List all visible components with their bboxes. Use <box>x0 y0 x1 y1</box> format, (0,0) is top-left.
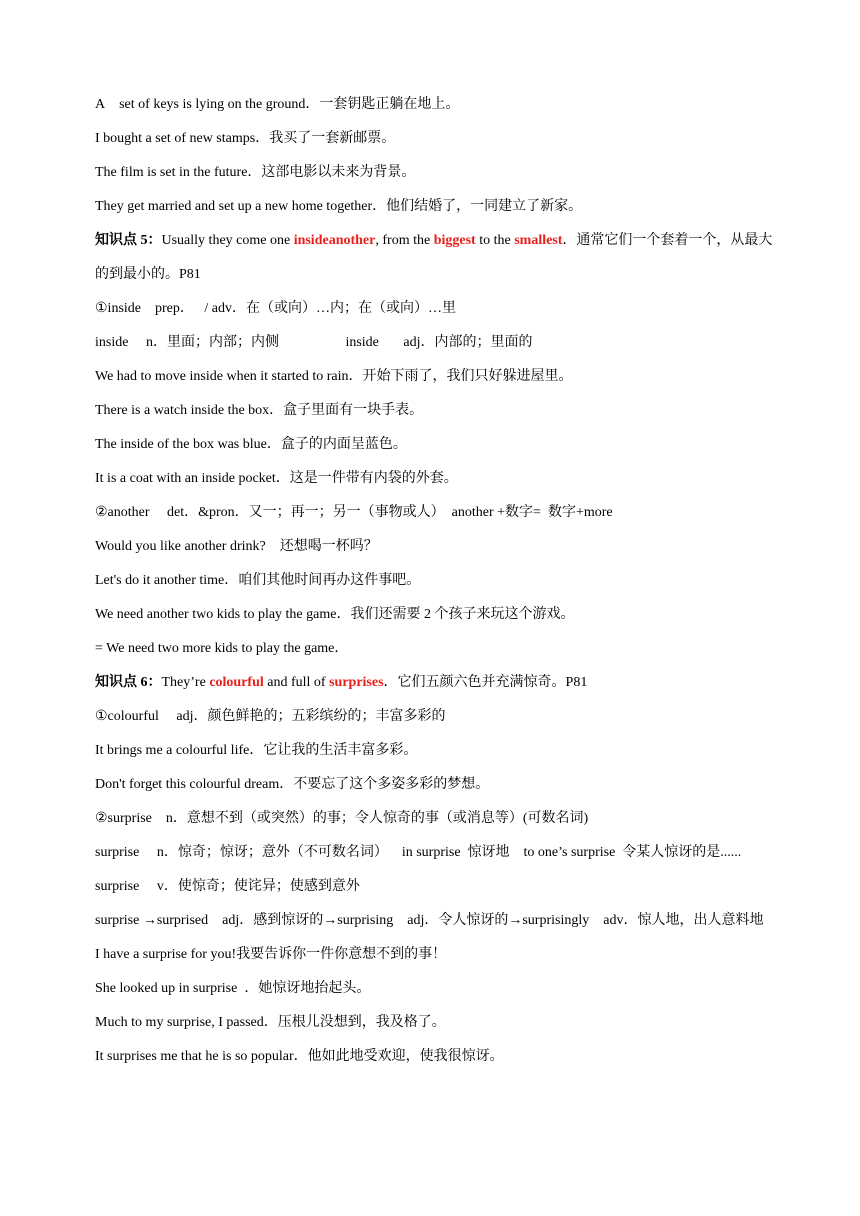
text-line: We need another two kids to play the game．我们还需要 2 个孩子来玩这个游戏。 <box>95 607 575 622</box>
text-line: ①colourful adj．颜色鲜艳的；五彩缤纷的；丰富多彩的 <box>95 709 446 724</box>
text-line: It brings me a colourful life．它让我的生活丰富多彩。 <box>95 743 418 758</box>
kp-text: and full of <box>263 675 330 690</box>
text-line: I bought a set of new stamps．我买了一套新邮票。 <box>95 131 396 146</box>
kp-keyword: surprises <box>329 675 384 690</box>
kp-label: 知识点 5： <box>95 233 162 248</box>
kp-text: ．通常它们一个套着一个，从最大的到最小的。P81 <box>95 233 773 282</box>
text-line: Much to my surprise, I passed．压根儿没想到，我及格了。 <box>95 1015 446 1030</box>
text-line: surprise →surprised adj．感到惊讶的→surprising adj．令人惊讶的→surprisingly adv．惊人地，出人意料地 <box>95 913 764 928</box>
text-line: Let's do it another time．咱们其他时间再办这件事吧。 <box>95 573 421 588</box>
text-line: A set of keys is lying on the ground．一套钥匙正躺在地上。 <box>95 97 460 112</box>
text-line: We had to move inside when it started to rain．开始下雨了，我们只好躲进屋里。 <box>95 369 573 384</box>
text-line: surprise n．惊奇；惊讶；意外（不可数名词） in surprise 惊讶地 to one’s surprise 令某人惊讶的是...... <box>95 845 742 860</box>
text-line: ②surprise n．意想不到（或突然）的事；令人惊奇的事（或消息等）(可数名词) <box>95 811 589 826</box>
text-line: I have a surprise for you!我要告诉你一件你意想不到的事！ <box>95 947 447 962</box>
kp-keyword: colourful <box>209 675 264 690</box>
text-line: ①inside prep． / adv．在（或向）…内；在（或向）…里 <box>95 301 456 316</box>
text-line: Don't forget this colourful dream．不要忘了这个多姿多彩的梦想。 <box>95 777 490 792</box>
document-page <box>95 88 775 1074</box>
kp-text: They’re <box>161 675 210 690</box>
text-line: She looked up in surprise ．她惊讶地抬起头。 <box>95 981 371 996</box>
text-line: surprise v．使惊奇；使诧异；使感到意外 <box>95 879 360 894</box>
text-line: The inside of the box was blue．盒子的内面呈蓝色。 <box>95 437 407 452</box>
text-line: Would you like another drink? 还想喝一杯吗？ <box>95 539 378 554</box>
knowledge-point-6 <box>95 666 775 700</box>
text-line: There is a watch inside the box．盒子里面有一块手表。 <box>95 403 424 418</box>
kp-text: to the <box>475 233 515 248</box>
kp-keyword: smallest <box>514 233 563 248</box>
kp-keyword: biggest <box>433 233 476 248</box>
text-line: ②another det．&pron．又一；再一；另一（事物或人） another +数字= 数字+more <box>95 505 613 520</box>
text-line: = We need two more kids to play the game． <box>95 641 349 656</box>
kp-text: , from the <box>375 233 434 248</box>
kp-text: Usually they come one <box>161 233 294 248</box>
kp-label: 知识点 6： <box>95 675 162 690</box>
text-line: The film is set in the future．这部电影以未来为背景。 <box>95 165 416 180</box>
text-line: They get married and set up a new home together．他们结婚了，一同建立了新家。 <box>95 199 583 214</box>
knowledge-point-5 <box>95 224 775 292</box>
text-line: It is a coat with an inside pocket．这是一件带有内袋的外套。 <box>95 471 458 486</box>
text-line: It surprises me that he is so popular．他如此地受欢迎，使我很惊讶。 <box>95 1049 504 1064</box>
kp-text: ．它们五颜六色并充满惊奇。P81 <box>383 675 588 690</box>
kp-keyword: insideanother <box>293 233 376 248</box>
text-line: inside n．里面；内部；内侧 inside adj．内部的；里面的 <box>95 335 533 350</box>
